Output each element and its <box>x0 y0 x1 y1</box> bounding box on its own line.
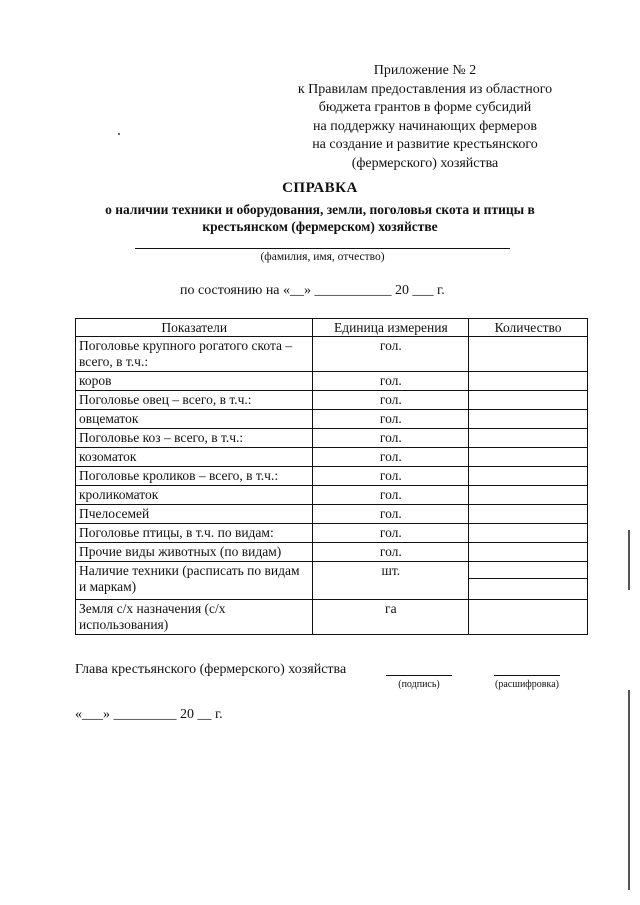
decode-caption: (расшифровка) <box>495 679 559 690</box>
table-row <box>76 467 588 486</box>
header-unit: Единица измерения <box>313 319 469 337</box>
fio-caption: (фамилия, имя, отчество) <box>260 251 385 263</box>
indicator-cell: Наличие техники (расписать по видам и маркам) <box>76 562 313 600</box>
quantity-cell[interactable] <box>469 372 588 391</box>
appendix-line: (фермерского) хозяйства <box>351 155 499 171</box>
table-row <box>76 429 588 448</box>
appendix-title: Приложение № 2 <box>373 63 477 78</box>
indicator-cell: Поголовье птицы, в т.ч. по видам: <box>76 524 313 543</box>
table-header-row <box>76 319 588 337</box>
status-date-line: по состоянию на «__» ___________ 20 ___ г. <box>180 283 445 298</box>
unit-cell: гол. <box>313 410 469 429</box>
quantity-cell[interactable] <box>469 429 588 448</box>
unit-cell: гол. <box>313 448 469 467</box>
signature-caption: (подпись) <box>398 679 440 690</box>
quantity-cell[interactable] <box>469 524 588 543</box>
quantity-cell[interactable] <box>469 448 588 467</box>
unit-cell: гол. <box>313 524 469 543</box>
indicators-table <box>75 318 588 635</box>
table-row <box>76 505 588 524</box>
indicator-cell: Поголовье коз – всего, в т.ч.: <box>76 429 313 448</box>
document-title: СПРАВКА <box>282 180 358 196</box>
table-row <box>76 372 588 391</box>
quantity-cell[interactable] <box>469 410 588 429</box>
quantity-cell[interactable] <box>469 505 588 524</box>
unit-cell: гол. <box>313 543 469 562</box>
appendix-line: на создание и развитие крестьянского <box>312 137 538 152</box>
unit-cell: гол. <box>313 505 469 524</box>
header-indicators: Показатели <box>76 319 313 337</box>
indicator-cell: Поголовье кроликов – всего, в т.ч.: <box>76 467 313 486</box>
unit-cell: гол. <box>313 486 469 505</box>
unit-cell: гол. <box>313 337 469 372</box>
signature-underline[interactable] <box>386 675 452 676</box>
header-quantity: Количество <box>469 319 588 337</box>
head-of-farm-label: Глава крестьянского (фермерского) хозяйства <box>75 662 347 677</box>
quantity-cell[interactable] <box>469 486 588 505</box>
indicator-cell: Пчелосемей <box>76 505 313 524</box>
quantity-cell[interactable] <box>469 562 588 600</box>
appendix-line: к Правилам предоставления из областного <box>297 81 553 97</box>
indicator-cell: Земля с/х назначения (с/х использования) <box>76 600 313 635</box>
table-row <box>76 486 588 505</box>
table-row <box>76 391 588 410</box>
subtitle-line: крестьянском (фермерском) хозяйстве <box>202 219 438 234</box>
scan-edge-mark <box>628 690 630 890</box>
table-row <box>76 410 588 429</box>
quantity-cell[interactable] <box>469 543 588 562</box>
indicator-cell: Прочие виды животных (по видам) <box>76 543 313 562</box>
table-row <box>76 337 588 372</box>
subtitle-line: о наличии техники и оборудования, земли, поголовья скота и птицы в <box>105 202 535 217</box>
decode-underline[interactable] <box>494 675 560 676</box>
quantity-cell[interactable] <box>469 467 588 486</box>
indicator-cell: кроликоматок <box>76 486 313 505</box>
table-row <box>76 600 588 635</box>
quantity-split <box>469 562 587 599</box>
quantity-cell[interactable] <box>469 391 588 410</box>
scan-edge-mark <box>628 530 630 590</box>
table-row <box>76 448 588 467</box>
unit-cell: гол. <box>313 429 469 448</box>
bottom-date-line: «___» _________ 20 __ г. <box>75 707 223 722</box>
appendix-block <box>270 62 580 173</box>
indicator-cell: Поголовье овец – всего, в т.ч.: <box>76 391 313 410</box>
quantity-cell[interactable] <box>469 600 588 635</box>
appendix-line: на поддержку начинающих фермеров <box>313 118 537 134</box>
unit-cell: гол. <box>313 391 469 410</box>
table-row <box>76 562 588 600</box>
quantity-cell[interactable] <box>469 337 588 372</box>
appendix-line: бюджета грантов в форме субсидий <box>318 100 532 115</box>
scan-speck <box>118 133 120 135</box>
table-row <box>76 524 588 543</box>
indicator-cell: козоматок <box>76 448 313 467</box>
indicator-cell: Поголовье крупного рогатого скота – всего, в т.ч.: <box>76 337 313 372</box>
unit-cell: га <box>313 600 469 635</box>
unit-cell: гол. <box>313 372 469 391</box>
unit-cell: шт. <box>313 562 469 600</box>
indicator-cell: овцематок <box>76 410 313 429</box>
unit-cell: гол. <box>313 467 469 486</box>
fio-underline[interactable] <box>135 248 510 249</box>
indicator-cell: коров <box>76 372 313 391</box>
table-row <box>76 543 588 562</box>
quantity-divider <box>469 578 587 579</box>
document-subtitle <box>60 201 580 235</box>
